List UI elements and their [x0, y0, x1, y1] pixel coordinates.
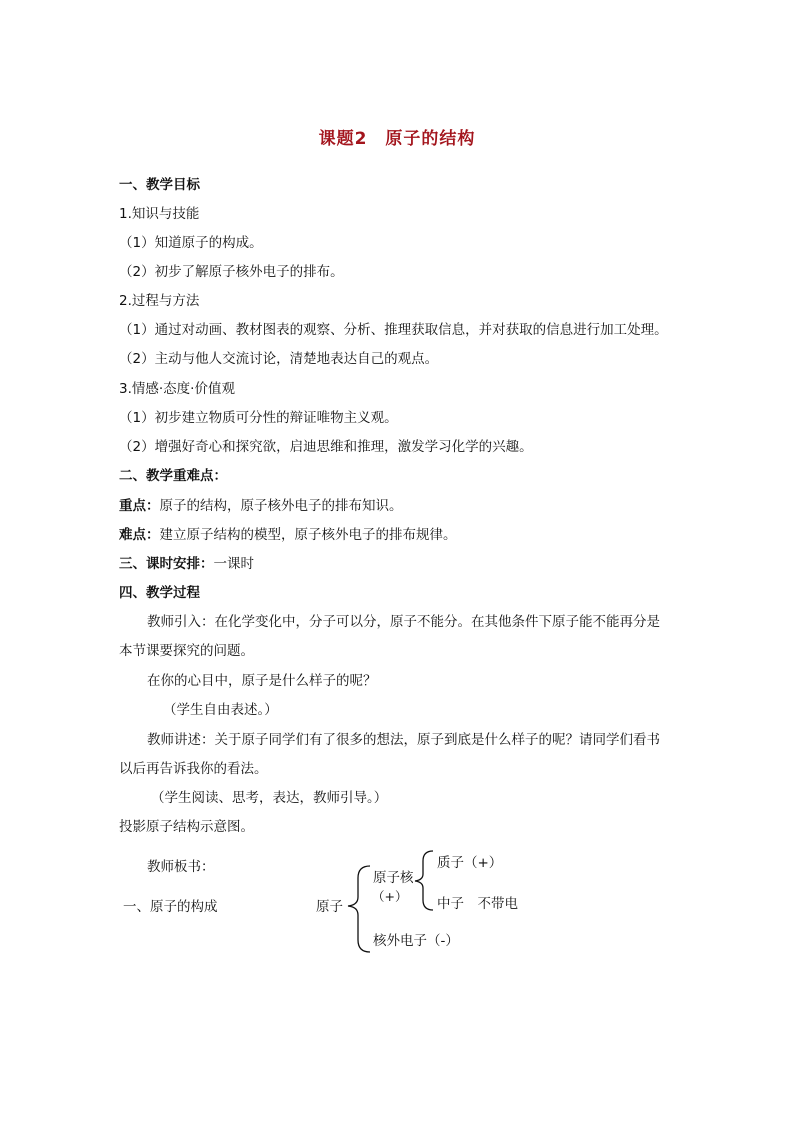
- paragraph: 以后再告诉我你的看法。: [119, 761, 268, 777]
- board-item: 一、原子的构成: [123, 899, 218, 915]
- goal-item: （1）初步建立物质可分性的辩证唯物主义观。: [119, 410, 398, 426]
- key-point: [119, 497, 403, 515]
- neutron-label: 中子 不带电: [437, 896, 518, 912]
- paragraph: （学生自由表述。）: [163, 702, 278, 718]
- paragraph: 投影原子结构示意图。: [119, 819, 254, 835]
- schedule-text: 一课时: [213, 556, 254, 572]
- key-point-label: 重点：: [119, 498, 160, 514]
- goal-item: （2）主动与他人交流讨论，清楚地表达自己的观点。: [119, 351, 439, 367]
- paragraph: 教师引入：在化学变化中，分子可以分，原子不能分。在其他条件下原子能不能再分是: [147, 614, 660, 630]
- difficult-point-text: 建立原子结构的模型，原子核外电子的排布规律。: [159, 527, 457, 543]
- key-point-text: 原子的结构，原子核外电子的排布知识。: [159, 498, 403, 514]
- nucleus-brace: [415, 851, 433, 910]
- board-heading: 教师板书：: [147, 859, 215, 875]
- nucleus-charge: （+）: [372, 889, 408, 904]
- paragraph: （学生阅读、思考，表达，教师引导。）: [151, 790, 388, 806]
- goal-item: （2）初步了解原子核外电子的排布。: [119, 264, 344, 280]
- difficult-point: [119, 526, 457, 544]
- section-heading-keypoints: 二、教学重难点：: [119, 468, 227, 484]
- document-title: 课题2 原子的结构: [318, 129, 476, 149]
- proton-label: 质子（+）: [437, 855, 503, 871]
- section-heading-process: 四、教学过程: [119, 585, 200, 601]
- electron-label: 核外电子（-）: [373, 933, 459, 949]
- atom-label: 原子: [316, 899, 343, 915]
- paragraph: 在你的心目中，原子是什么样子的呢？: [147, 673, 377, 689]
- goal-item: （2）增强好奇心和探究欲，启迪思维和推理，激发学习化学的兴趣。: [119, 439, 533, 455]
- goal-item: （1）通过对动画、教材图表的观察、分析、推理获取信息，并对获取的信息进行加工处理。: [119, 322, 668, 338]
- section-heading-goals: 一、教学目标: [119, 177, 200, 193]
- paragraph: 教师讲述：关于原子同学们有了很多的想法，原子到底是什么样子的呢？请同学们看书: [147, 732, 660, 748]
- subheading-values: 3.情感·态度·价值观: [119, 381, 235, 397]
- atom-brace: [348, 866, 370, 952]
- schedule-label: 三、课时安排：: [119, 556, 214, 572]
- paragraph: 本节课要探究的问题。: [119, 643, 254, 659]
- schedule: [119, 555, 254, 573]
- subheading-knowledge: 1.知识与技能: [119, 206, 200, 222]
- difficult-point-label: 难点：: [119, 527, 160, 543]
- subheading-process: 2.过程与方法: [119, 293, 200, 309]
- goal-item: （1）知道原子的构成。: [119, 235, 263, 251]
- nucleus-label: 原子核: [373, 870, 414, 886]
